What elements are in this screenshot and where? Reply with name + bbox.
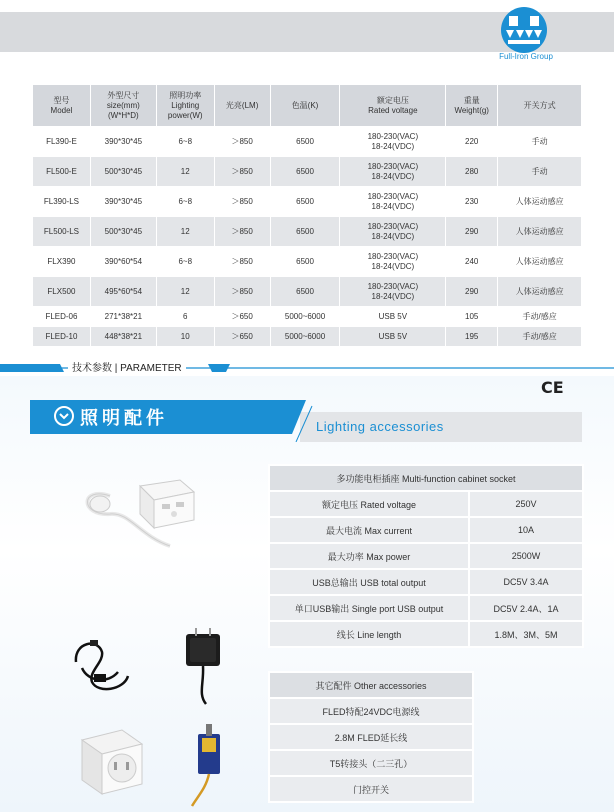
spec-header-line: 色温(K) [291, 100, 319, 110]
socket-label: 额定电压 Rated voltage [269, 491, 469, 517]
spec-table-body [33, 127, 582, 347]
spec-cell-model: FL390-E [33, 127, 91, 157]
spec-cell-cct: 6500 [270, 127, 340, 157]
spec-cell-switch: 人体运动感应 [498, 277, 582, 307]
spec-table-row [33, 187, 582, 217]
spec-cell-model: FLED-06 [33, 307, 91, 327]
spec-table-row [33, 247, 582, 277]
spec-cell-switch: 人体运动感应 [498, 217, 582, 247]
socket-label: 线长 Line length [269, 621, 469, 647]
spec-header-cell [340, 85, 446, 127]
spec-cell-size: 448*38*21 [90, 327, 156, 347]
spec-cell-cct: 6500 [270, 157, 340, 187]
spec-cell-weight: 280 [446, 157, 498, 187]
spec-header-cell [90, 85, 156, 127]
spec-table-header [33, 85, 582, 127]
power-adapter-image [176, 628, 236, 712]
spec-cell-cct: 5000~6000 [270, 327, 340, 347]
voltage-line: 180-230(VAC) [367, 131, 419, 141]
spec-cell-lumen: ＞850 [214, 157, 270, 187]
voltage-line: 180-230(VAC) [367, 251, 419, 261]
socket-spec-table [268, 464, 584, 648]
spec-header-line: Weight(g) [454, 105, 489, 115]
other-table-title-row [269, 672, 473, 698]
spec-header-line: Rated voltage [368, 105, 418, 115]
other-accessory-item: 2.8M FLED延长线 [269, 724, 473, 750]
spec-table-row [33, 157, 582, 187]
spec-cell-weight: 195 [446, 327, 498, 347]
voltage-line: 180-230(VAC) [367, 191, 419, 201]
spec-cell-weight: 290 [446, 277, 498, 307]
accessories-title-cn: 照明配件 [80, 408, 168, 429]
voltage-line: 180-230(VAC) [367, 221, 419, 231]
spec-cell-size: 495*60*54 [90, 277, 156, 307]
spec-cell-power: 12 [156, 277, 214, 307]
spec-cell-power: 6~8 [156, 187, 214, 217]
spec-table-row [33, 127, 582, 157]
spec-cell-cct: 6500 [270, 187, 340, 217]
spec-table [32, 84, 582, 347]
spec-cell-cct: 6500 [270, 277, 340, 307]
spec-header-line: Model [50, 105, 73, 115]
socket-table-row [269, 595, 583, 621]
spec-cell-power: 6~8 [156, 247, 214, 277]
accessories-title-en: Lighting accessories [316, 419, 444, 434]
other-accessory-row [269, 750, 473, 776]
spec-table-row [33, 217, 582, 247]
spec-cell-power: 6 [156, 307, 214, 327]
socket-label: 单口USB输出 Single port USB output [269, 595, 469, 621]
spec-cell-voltage [340, 247, 446, 277]
spec-cell-switch: 人体运动感应 [498, 187, 582, 217]
brand-logo-text: Full-Iron Group [499, 52, 553, 61]
spec-cell-model: FLX500 [33, 277, 91, 307]
ce-mark: CE [541, 378, 564, 397]
spec-header-cell [270, 85, 340, 127]
socket-value: DC5V 2.4A、1A [469, 595, 583, 621]
spec-cell-power: 10 [156, 327, 214, 347]
voltage-line: USB 5V [378, 311, 408, 321]
spec-cell-weight: 290 [446, 217, 498, 247]
spec-cell-lumen: ＞850 [214, 217, 270, 247]
other-accessory-row [269, 698, 473, 724]
parameter-label: 技术参数 | PARAMETER [68, 359, 186, 374]
spec-cell-size: 271*38*21 [90, 307, 156, 327]
spec-header-line: 重量 [463, 95, 480, 105]
socket-value: 2500W [469, 543, 583, 569]
other-accessory-item: T5转接头（二三孔） [269, 750, 473, 776]
spec-cell-size: 390*30*45 [90, 187, 156, 217]
spec-header-cell [33, 85, 91, 127]
spec-cell-weight: 230 [446, 187, 498, 217]
power-cable-image [68, 632, 138, 706]
spec-cell-lumen: ＞650 [214, 307, 270, 327]
spec-cell-voltage [340, 277, 446, 307]
spec-header-line: 光亮(LM) [225, 100, 259, 110]
spec-cell-switch: 手动/感应 [498, 307, 582, 327]
spec-header-cell [214, 85, 270, 127]
spec-cell-switch: 手动 [498, 157, 582, 187]
voltage-line: 18-24(VDC) [371, 171, 415, 181]
spec-cell-voltage [340, 157, 446, 187]
other-accessory-row [269, 724, 473, 750]
socket-label: 最大功率 Max power [269, 543, 469, 569]
socket-table-title-row [269, 465, 583, 491]
spec-cell-power: 6~8 [156, 127, 214, 157]
spec-cell-size: 500*30*45 [90, 157, 156, 187]
spec-cell-voltage [340, 217, 446, 247]
voltage-line: 18-24(VDC) [371, 201, 415, 211]
chevron-down-circle-icon [54, 406, 74, 426]
door-switch-image [186, 718, 236, 812]
spec-header-line: 外型尺寸 [107, 90, 140, 100]
socket-value: 1.8M、3M、5M [469, 621, 583, 647]
spec-cell-model: FL500-LS [33, 217, 91, 247]
spec-cell-weight: 220 [446, 127, 498, 157]
spec-header-cell [498, 85, 582, 127]
spec-cell-power: 12 [156, 157, 214, 187]
spec-header-line: size(mm) [106, 100, 140, 110]
socket-value: 10A [469, 517, 583, 543]
cabinet-socket-image [70, 466, 200, 570]
spec-cell-lumen: ＞650 [214, 327, 270, 347]
spec-cell-weight: 240 [446, 247, 498, 277]
socket-table-row [269, 517, 583, 543]
voltage-line: 18-24(VDC) [371, 291, 415, 301]
spec-cell-size: 500*30*45 [90, 217, 156, 247]
other-accessories-table [268, 671, 474, 803]
other-accessory-item: 门控开关 [269, 776, 473, 802]
socket-value: DC5V 3.4A [469, 569, 583, 595]
t5-adapter-image [72, 720, 152, 804]
socket-table-row [269, 543, 583, 569]
spec-cell-cct: 5000~6000 [270, 307, 340, 327]
spec-header-cell [446, 85, 498, 127]
other-accessory-row [269, 776, 473, 802]
voltage-line: 18-24(VDC) [371, 141, 415, 151]
spec-cell-cct: 6500 [270, 217, 340, 247]
spec-header-line: 照明功率 [169, 90, 202, 100]
other-accessory-item: FLED特配24VDC电源线 [269, 698, 473, 724]
spec-cell-model: FLED-10 [33, 327, 91, 347]
spec-header-line: 开关方式 [523, 100, 556, 110]
spec-cell-lumen: ＞850 [214, 187, 270, 217]
spec-header-line: 型号 [53, 95, 70, 105]
spec-cell-switch: 手动 [498, 127, 582, 157]
socket-value: 250V [469, 491, 583, 517]
spec-cell-model: FL500-E [33, 157, 91, 187]
voltage-line: 18-24(VDC) [371, 231, 415, 241]
spec-cell-weight: 105 [446, 307, 498, 327]
spec-table-row [33, 277, 582, 307]
socket-label: USB总输出 USB total output [269, 569, 469, 595]
socket-table-title: 多功能电柜插座 Multi-function cabinet socket [269, 465, 583, 491]
spec-header-line: Lighting [171, 100, 200, 110]
spec-cell-voltage [340, 127, 446, 157]
socket-table-row [269, 621, 583, 647]
spec-cell-cct: 6500 [270, 247, 340, 277]
spec-table-row [33, 327, 582, 347]
spec-cell-lumen: ＞850 [214, 127, 270, 157]
spec-cell-lumen: ＞850 [214, 247, 270, 277]
spec-cell-size: 390*60*54 [90, 247, 156, 277]
voltage-line: 18-24(VDC) [371, 261, 415, 271]
socket-table-row [269, 569, 583, 595]
voltage-line: 180-230(VAC) [367, 281, 419, 291]
spec-cell-lumen: ＞850 [214, 277, 270, 307]
spec-header-line: (W*H*D) [108, 110, 139, 120]
spec-cell-size: 390*30*45 [90, 127, 156, 157]
spec-cell-voltage [340, 187, 446, 217]
spec-cell-voltage [340, 307, 446, 327]
spec-cell-model: FL390-LS [33, 187, 91, 217]
spec-cell-power: 12 [156, 217, 214, 247]
spec-cell-switch: 手动/感应 [498, 327, 582, 347]
other-table-title: 其它配件 Other accessories [269, 672, 473, 698]
voltage-line: USB 5V [378, 331, 408, 341]
voltage-line: 180-230(VAC) [367, 161, 419, 171]
spec-header-line: power(W) [167, 110, 203, 120]
spec-header-cell [156, 85, 214, 127]
socket-label: 最大电流 Max current [269, 517, 469, 543]
spec-cell-switch: 人体运动感应 [498, 247, 582, 277]
spec-cell-voltage [340, 327, 446, 347]
spec-header-line: 额定电压 [376, 95, 409, 105]
spec-cell-model: FLX390 [33, 247, 91, 277]
spec-table-row [33, 307, 582, 327]
socket-table-row [269, 491, 583, 517]
